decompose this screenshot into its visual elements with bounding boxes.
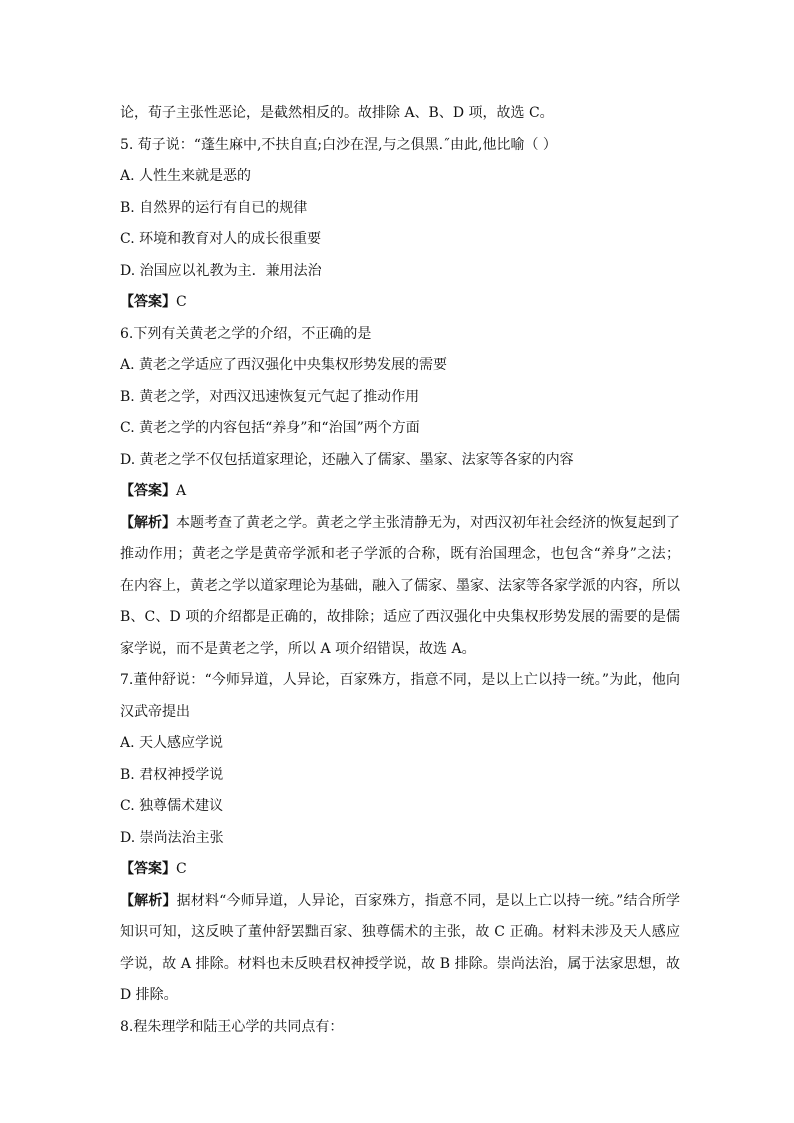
question-7-option-a: A. 天人感应学说	[120, 735, 224, 751]
question-7-explanation	[120, 886, 680, 1012]
document-page	[120, 98, 680, 1043]
question-6-option-a: A. 黄老之学适应了西汉强化中央集权形势发展的需要	[120, 357, 448, 373]
question-5-option-c: C. 环境和教育对人的成长很重要	[120, 231, 322, 247]
question-5-stem: 5. 荀子说：“蓬生麻中,不扶自直;白沙在涅,与之俱黑.˝由此,他比喻（ ）	[120, 136, 557, 153]
answer-tag: 【答案】	[120, 483, 176, 499]
explanation-tag: 【解析】	[120, 892, 177, 909]
question-6-option-c: C. 黄老之学的内容包括“养身”和“治国”两个方面	[120, 420, 420, 436]
answer-value: A	[176, 483, 187, 499]
answer-tag: 【答案】	[120, 294, 176, 310]
answer-value: C	[176, 861, 187, 877]
question-7-answer	[120, 854, 680, 886]
answer-tag: 【答案】	[120, 861, 176, 877]
question-6-explanation	[120, 508, 680, 666]
question-6-answer	[120, 476, 680, 508]
question-5-option-d: D. 治国应以礼教为主．兼用法治	[120, 262, 322, 279]
question-5-option-a: A. 人性生来就是恶的	[120, 168, 252, 184]
question-6-option-b: B. 黄老之学，对西汉迅速恢复元气起了推动作用	[120, 388, 420, 405]
question-6-stem: 6.下列有关黄老之学的介绍，不正确的是	[120, 325, 372, 342]
explanation-text: 据材料“今师异道，人异论，百家殊方，指意不同，是以上亡以持一统。”结合所学知识可知，这反映了董仲舒罢黜百家、独尊儒术的主张，故 C 正确。材料未涉及天人感应学说，故 A 排除。材料也未反映君权神授学说，故 B 排除。崇尚法治，属于法家思想，故 D 排除。	[120, 892, 681, 1003]
continued-explanation-line: 论，荀子主张性恶论，是截然相反的。故排除 A、B、D 项，故选 C。	[120, 105, 554, 121]
question-7-option-b: B. 君权神授学说	[120, 766, 224, 783]
question-5-answer	[120, 287, 680, 319]
explanation-text: 本题考查了黄老之学。黄老之学主张清静无为，对西汉初年社会经济的恢复起到了推动作用；黄老之学是黄帝学派和老子学派的合称，既有治国理念，也包含“养身”之法；在内容上，黄老之学以道家理论为基础，融入了儒家、墨家、法家等各家学派的内容，所以 B、C、D 项的介绍都是正确的，故排除；适应了西汉强化中央集权形势发展的需要的是儒家学说，而不是黄老之学，所以 A 项介绍错误，故选 A。	[120, 514, 680, 657]
question-8-stem: 8.程朱理学和陆王心学的共同点有：	[120, 1018, 344, 1035]
answer-value: C	[176, 294, 187, 310]
explanation-tag: 【解析】	[120, 514, 176, 531]
question-6-option-d: D. 黄老之学不仅包括道家理论，还融入了儒家、墨家、法家等各家的内容	[120, 451, 574, 468]
question-7-option-c: C. 独尊儒术建议	[120, 798, 224, 814]
question-7-stem: 7.董仲舒说：“今师异道，人异论，百家殊方，指意不同，是以上亡以持一统。”为此，他向汉武帝提出	[120, 672, 680, 720]
question-7-option-d: D. 崇尚法治主张	[120, 829, 224, 846]
question-5-option-b: B. 自然界的运行有自已的规律	[120, 199, 308, 216]
